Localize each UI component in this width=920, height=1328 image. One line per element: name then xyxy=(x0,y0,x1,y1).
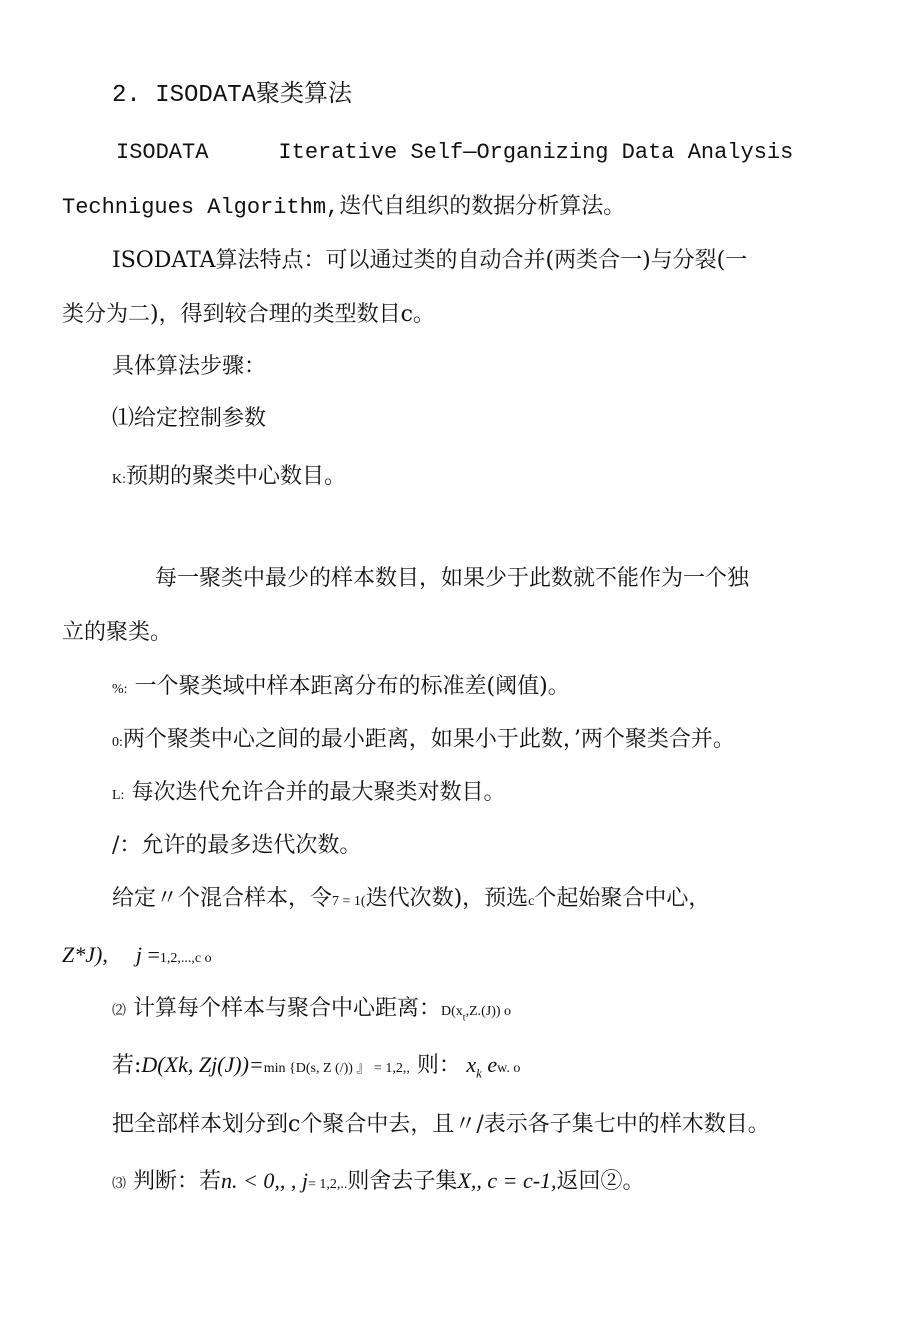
param-desc: 每次迭代允许合并的最大聚类对数目。 xyxy=(124,780,506,805)
param-desc: 预期的聚类中心数目。 xyxy=(126,464,347,489)
param-symbol: %: xyxy=(112,682,128,697)
formula: Z*J), xyxy=(62,942,108,967)
text: 则： xyxy=(409,1053,461,1078)
full-name-cont: Technigues Algorithm, xyxy=(62,195,340,220)
var-x: x xyxy=(460,1052,477,1077)
formula: D(x xyxy=(441,1004,463,1019)
formula: ,Z.(J)) o xyxy=(465,1004,512,1019)
formula: min {D(s, Z (/)) 』 = 1,2,, xyxy=(263,1061,410,1076)
text: 给定〃个混合样本，令 xyxy=(112,886,333,911)
param-symbol: /： xyxy=(112,833,142,858)
param-l xyxy=(112,778,505,811)
formula: 7 = 1( xyxy=(332,894,366,909)
var-c: c xyxy=(528,894,535,909)
equals: = xyxy=(141,942,160,967)
step-text: 计算每个样本与聚合中心距离： xyxy=(126,996,441,1021)
formula: n. < 0,, , j xyxy=(221,1168,308,1193)
text: 返回②。 xyxy=(556,1169,645,1194)
param-desc: 允许的最多迭代次数。 xyxy=(141,833,362,858)
acronym: ISODATA xyxy=(116,140,209,165)
step2-condition xyxy=(112,1050,520,1088)
param-sigma xyxy=(112,672,570,705)
param-i xyxy=(112,831,361,861)
param-desc: 一个聚类域中样本距离分布的标准差(阈值)。 xyxy=(127,674,570,699)
text: 判断：若 xyxy=(126,1169,221,1194)
p1-line2 xyxy=(62,192,625,223)
param-desc: 两个聚类中心之间的最小距离，如果小于此数，’两个聚类合并。 xyxy=(122,727,735,752)
heading-cjk: 聚类算法 xyxy=(256,79,353,107)
set: w. o xyxy=(497,1061,521,1076)
formula: X,, c = c-1, xyxy=(457,1168,557,1193)
text: 个起始聚合中心， xyxy=(534,886,711,911)
init-line2 xyxy=(62,940,212,974)
formula: D(Xk, Zj(J))= xyxy=(141,1052,264,1077)
param-symbol: L: xyxy=(112,788,125,803)
heading-latin: ISODATA xyxy=(155,82,257,109)
heading-number: 2. xyxy=(112,82,156,109)
param-theta xyxy=(112,725,735,758)
param-min-samples-line1: 每一聚类中最少的样本数目，如果少于此数就不能作为一个独 xyxy=(155,566,750,591)
step3-line xyxy=(112,1166,645,1200)
text: 若: xyxy=(112,1053,142,1078)
text: 迭代次数)，预选 xyxy=(365,886,529,911)
step-label: ⑶ xyxy=(112,1176,126,1192)
subscript: k xyxy=(476,1065,482,1081)
text: 则舍去子集 xyxy=(347,1169,458,1194)
param-symbol: K: xyxy=(112,472,126,487)
p2-line2: 类分为二)，得到较合理的类型数目c。 xyxy=(62,302,435,327)
translation: 迭代自组织的数据分析算法。 xyxy=(339,194,626,219)
step2-partition: 把全部样本划分到c个聚合中去，且〃/表示各子集七中的样木数目。 xyxy=(112,1112,770,1137)
range: = 1,2,.. xyxy=(307,1177,348,1192)
param-symbol: 0: xyxy=(112,735,123,750)
subscript: t xyxy=(462,1012,466,1024)
full-name: Iterative Self—Organizing Data Analysis xyxy=(278,140,794,165)
step-label: ⑵ xyxy=(112,1003,126,1019)
range: 1,2,...,c o xyxy=(159,951,212,966)
param-k xyxy=(112,462,346,495)
init-line1 xyxy=(112,884,710,917)
step1-label: ⑴给定控制参数 xyxy=(112,406,267,431)
steps-title: 具体算法步骤： xyxy=(112,354,267,379)
param-min-samples-line2: 立的聚类。 xyxy=(62,620,173,645)
var-j: j xyxy=(135,942,142,967)
section-heading xyxy=(112,78,352,111)
element-of: e xyxy=(481,1052,498,1077)
step2-line xyxy=(112,994,511,1033)
p2-line1: ISODATA算法特点：可以通过类的自动合并(两类合一)与分裂(一 xyxy=(112,248,748,273)
p1-line1 xyxy=(116,138,793,168)
